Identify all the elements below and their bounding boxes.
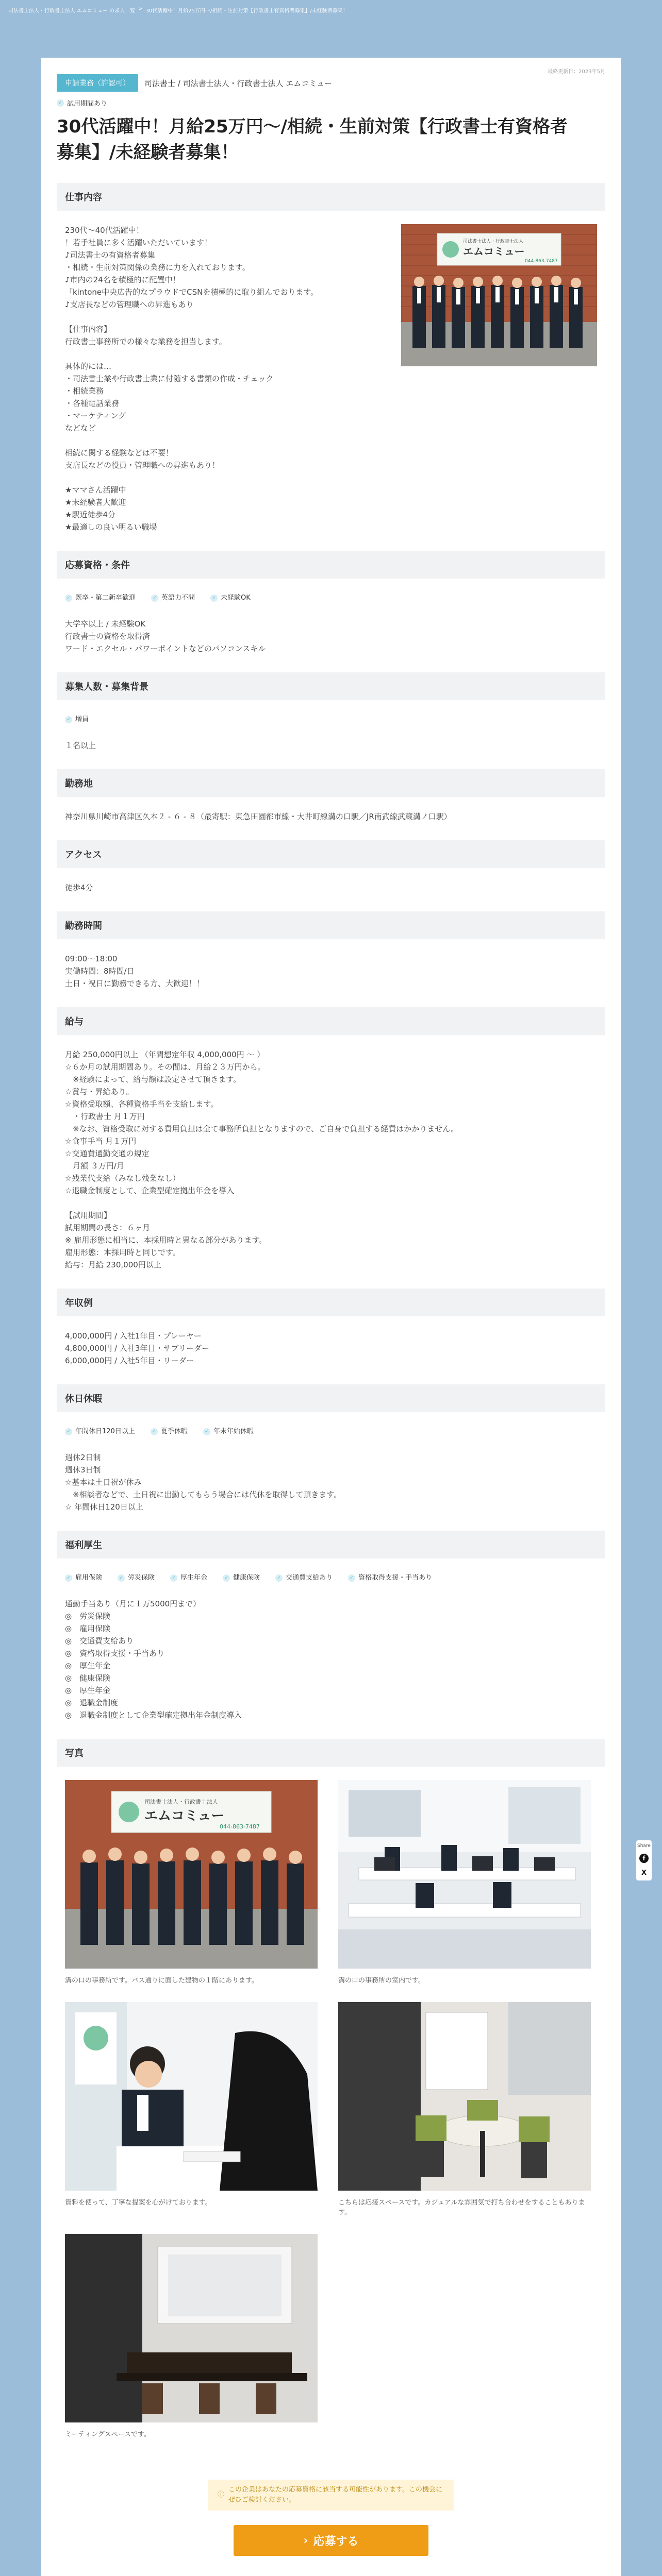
text-line: ※なお、資格受取に対する費用負担は全て事務所負担となりますので、ご自身で負担する経費はかかりません。 (65, 1124, 459, 1133)
photo-gallery (57, 1767, 605, 2438)
text-line: ★最適しの良い明るい職場 (65, 522, 157, 532)
feature-tag (65, 592, 136, 604)
feature-tag-label: 年間休日120日以上 (75, 1428, 135, 1435)
text-line: 行政書士の資格を取得済 (65, 632, 151, 641)
eligibility-notice-text: この企業はあなたの応募資格に該当する可能性があります。この機会にぜひご検討ください。 (228, 2486, 442, 2504)
text-line: などなど (65, 423, 96, 433)
check-icon: ✓ (203, 1428, 210, 1435)
text-line: 支店長などの役員・管理職への昇進もあり！ (65, 461, 220, 470)
text-line: 実働時間：8時間/日 (65, 967, 135, 976)
section-hours-heading: 勤務時間 (57, 911, 605, 939)
text-line: ◎ 労災保険 (65, 1612, 111, 1621)
section-salary-heading: 給与 (57, 1007, 605, 1035)
requirement-lines (65, 618, 597, 655)
feature-tag (151, 592, 195, 604)
text-line: 月給 250,000円以上 （年間想定年収 4,000,000円 〜 ） (65, 1050, 265, 1059)
text-line: 給与：月給 230,000円以上 (65, 1260, 161, 1269)
share-widget (636, 1840, 652, 1880)
text-line: ◎ 雇用保険 (65, 1624, 111, 1633)
text-line: ◎ 退職金制度として企業型確定拠出年金制度導入 (65, 1710, 242, 1720)
text-line: １名以上 (65, 741, 96, 750)
arrow-right-icon: › (303, 2534, 308, 2547)
company-line[interactable]: 司法書士 / 司法書士法人・行政書士法人 エムコミュー (144, 78, 333, 88)
text-line: ◎ 健康保険 (65, 1673, 111, 1683)
section-requirements-heading: 応募資格・条件 (57, 551, 605, 579)
text-line (65, 1197, 597, 1209)
text-line: ★駅近徒歩4分 (65, 510, 115, 519)
svg-text:エムコミュー: エムコミュー (144, 1808, 225, 1824)
svg-text:司法書士法人・行政書士法人: 司法書士法人・行政書士法人 (463, 239, 524, 244)
feature-tag (210, 592, 251, 604)
text-line: 試用期間の長さ：６ヶ月 (65, 1223, 151, 1232)
text-line: ★ママさん活躍中 (65, 485, 126, 495)
feature-tag-label: 健康保険 (233, 1574, 260, 1582)
text-line: ☆ 年間休日120日以上 (65, 1502, 143, 1512)
check-icon: ✓ (170, 1574, 177, 1582)
section-holidays (57, 1412, 605, 1513)
text-line: ・司法書士業や行政書士業に付随する書類の作成・チェック (65, 374, 274, 383)
text-line: ※相談者などで、土日祝に出勤してもらう場合には代休を取得して頂きます。 (65, 1490, 342, 1499)
text-line: 雇用形態：本採用時と同じです。 (65, 1248, 180, 1257)
photo-caption: ミーティングスペースです。 (65, 2431, 151, 2438)
text-line: ♪市内の24名を積極的に配置中！ (65, 275, 180, 284)
text-line: 大学卒以上 / 未経験OK (65, 619, 146, 629)
breadcrumb-company-link[interactable]: 司法書士法人・行政書士法人 エムコミュー の求人一覧 (8, 8, 136, 14)
text-line: 神奈川県川崎市高津区久本２ - ６ - ８（最寄駅：東急田園都市線・大井町線溝の口駅／JR南武線武蔵溝ノ口駅） (65, 812, 452, 821)
check-icon: ✓ (65, 1428, 72, 1435)
feature-tag (348, 1572, 432, 1584)
section-openings (57, 700, 605, 752)
holiday-lines (65, 1451, 597, 1513)
text-line: 相続に関する経験などは不要！ (65, 448, 174, 457)
feature-tag-label: 労災保険 (128, 1574, 155, 1582)
text-line: ◎ 資格取得支援・手当あり (65, 1649, 165, 1658)
breadcrumb (8, 6, 654, 14)
facebook-icon[interactable]: f (639, 1854, 649, 1863)
photo-item[interactable] (338, 1780, 591, 1985)
photo-reception-space (338, 2002, 591, 2191)
text-line: ・相続業務 (65, 386, 104, 396)
text-line: ◎ 厚生年金 (65, 1661, 111, 1670)
text-line: ・各種電話業務 (65, 399, 120, 408)
employment-type-label: 試用期間あり (67, 100, 108, 108)
text-line: ・相続・生前対策関係の業務に力を入れております。 (65, 263, 250, 272)
text-line: ・マーケティング (65, 411, 126, 420)
section-photos-heading: 写真 (57, 1739, 605, 1767)
photo-meeting-space (65, 2234, 318, 2422)
text-line: ☆交通費通勤交通の規定 (65, 1149, 150, 1158)
svg-text:044-863-7487: 044-863-7487 (220, 1823, 260, 1830)
text-line: 月額 ３万円/月 (65, 1161, 124, 1171)
x-twitter-icon[interactable]: X (641, 1869, 647, 1877)
text-line: ◎ 厚生年金 (65, 1686, 111, 1695)
feature-tag (170, 1572, 207, 1584)
top-bar (0, 0, 662, 20)
check-icon: ✓ (348, 1574, 355, 1582)
check-icon: ✓ (65, 716, 72, 723)
share-label: Share (637, 1843, 651, 1849)
photo-item[interactable] (65, 2002, 318, 2216)
feature-tag (65, 1572, 102, 1584)
check-icon: ✓ (223, 1574, 230, 1582)
feature-tag-label: 年末年始休暇 (213, 1428, 254, 1435)
text-line: ☆資格受取額、各種資格手当を支給します。 (65, 1099, 219, 1109)
section-access (57, 868, 605, 894)
text-line (65, 434, 597, 447)
section-benefits-heading: 福利厚生 (57, 1531, 605, 1558)
text-line: 4,800,000円 / 入社3年目・サブリーダー (65, 1344, 209, 1353)
photo-building-exterior (65, 1780, 318, 1969)
feature-tag (65, 714, 89, 726)
apply-button[interactable] (234, 2525, 428, 2556)
text-line: 4,000,000円 / 入社1年目・プレーヤー (65, 1331, 202, 1341)
check-icon: ✓ (151, 1428, 158, 1435)
photo-caption: 溝の口の事務所の室内です。 (338, 1977, 425, 1985)
text-line (65, 471, 597, 484)
svg-text:司法書士法人・行政書士法人: 司法書士法人・行政書士法人 (144, 1799, 218, 1805)
text-line: ！若手社員に多く活躍いただいています！ (65, 238, 212, 247)
text-line: ★未経験者大歓迎 (65, 498, 126, 507)
benefit-lines (65, 1598, 597, 1721)
text-line: 6,000,000円 / 入社5年目・リーダー (65, 1356, 194, 1365)
category-badge: 申請業務（許認可） (57, 74, 138, 92)
feature-tag (223, 1572, 260, 1584)
openings-tags (65, 714, 597, 726)
text-line: ワード・エクセル・パワーポイントなどのパソコンスキル (65, 644, 266, 653)
requirement-tags (65, 592, 597, 604)
svg-text:エムコミュー: エムコミュー (463, 245, 525, 258)
job-detail-card (41, 58, 621, 2576)
text-line: 【仕事内容】 (65, 325, 112, 334)
text-line: ☆残業代支給（みなし残業なし） (65, 1174, 180, 1183)
text-line: 【試用期間】 (65, 1211, 112, 1220)
job-title: 30代活躍中！月給25万円〜/相続・生前対策【行政書士有資格者募集】/未経験者募集！ (57, 116, 568, 163)
benefit-tags (65, 1572, 597, 1584)
text-line: ♪支店長などの管理職への昇進もあり (65, 300, 194, 309)
check-icon: ✓ (118, 1574, 125, 1582)
text-line: ◎ 退職金制度 (65, 1698, 119, 1707)
check-icon: ✓ (210, 595, 218, 602)
text-line: 行政書士事務所での様々な業務を担当します。 (65, 337, 227, 346)
photo-caption: こちらは応接スペースです。カジュアルな雰囲気で打ち合わせをすることもあります。 (338, 2199, 585, 2216)
photo-item[interactable] (338, 2002, 591, 2216)
text-line: ☆退職金制度として、企業型確定拠出年金を導入 (65, 1186, 235, 1195)
section-hours (57, 939, 605, 990)
text-line: ※経験によって、給与額は設定させて頂きます。 (65, 1075, 241, 1084)
feature-tag (118, 1572, 155, 1584)
openings-lines (65, 739, 597, 752)
holiday-tags (65, 1426, 597, 1438)
eligibility-notice (208, 2480, 454, 2511)
feature-tag (275, 1572, 333, 1584)
breadcrumb-current: 30代活躍中！月給25万円〜/相続・生前対策【行政書士有資格者募集】/未経験者募集！ (145, 8, 348, 14)
employment-type (57, 98, 605, 108)
text-line: ・行政書士 月１万円 (65, 1112, 145, 1121)
feature-tag (65, 1426, 135, 1438)
section-salary (57, 1035, 605, 1271)
text-line: 「kintone中央広告的なプラウドでCSNを積極的に取り組んでおります。 (65, 287, 319, 297)
feature-tag-label: 夏季休暇 (160, 1428, 188, 1435)
section-location (57, 797, 605, 823)
feature-tag-label: 未経験OK (221, 594, 251, 602)
section-location-heading: 勤務地 (57, 769, 605, 797)
office-photo-main (401, 224, 597, 366)
text-line: 週休2日制 (65, 1453, 101, 1462)
section-work-heading: 仕事内容 (57, 183, 605, 211)
feature-tag-label: 雇用保険 (75, 1574, 103, 1582)
section-access-heading: アクセス (57, 840, 605, 868)
check-icon: ✓ (65, 595, 72, 602)
feature-tag-label: 厚生年金 (180, 1574, 208, 1582)
text-line: 具体的には… (65, 362, 112, 371)
text-line: 徒歩4分 (65, 883, 93, 892)
text-line: 通勤手当あり（月に１万5000円まで） (65, 1599, 201, 1608)
photo-office-interior (338, 1780, 591, 1969)
photo-caption: 溝の口の事務所です。バス通りに面した建物の１階にあります。 (65, 1977, 258, 1985)
section-requirements (57, 579, 605, 655)
apply-button-label: 応募する (313, 2535, 359, 2548)
photo-consultation (65, 2002, 318, 2191)
text-line: ☆６か月の試用期間あり。その間は、月給２３万円から。 (65, 1062, 266, 1072)
feature-tag-label: 英語力不問 (161, 594, 195, 602)
section-work (57, 211, 605, 533)
text-line: ◎ 交通費支給あり (65, 1636, 134, 1646)
section-holidays-heading: 休日休暇 (57, 1384, 605, 1412)
breadcrumb-separator: > (138, 6, 143, 12)
text-line: 土日・祝日に勤務できる方、大歓迎！！ (65, 979, 205, 988)
feature-tag-label: 既卒・第二新卒歓迎 (75, 594, 136, 602)
check-icon: ✓ (65, 1574, 72, 1582)
text-line: 09:00〜18:00 (65, 954, 118, 963)
photo-caption: 資料を使って、丁寧な提案を心がけております。 (65, 2199, 212, 2207)
section-annual-heading: 年収例 (57, 1289, 605, 1316)
feature-tag-label: 資格取得支援・手当あり (358, 1574, 433, 1582)
updated-date: 最終更新日：2023年5月 (548, 69, 605, 75)
check-icon: ✓ (57, 99, 64, 107)
check-icon: ✓ (151, 595, 158, 602)
text-line: ☆賞与・昇給あり。 (65, 1087, 134, 1096)
text-line: ☆食事手当 月１万円 (65, 1137, 137, 1146)
section-annual-income (57, 1316, 605, 1367)
info-icon: ⓘ (218, 2491, 225, 2499)
feature-tag (151, 1426, 188, 1438)
text-line: 週休3日制 (65, 1465, 101, 1475)
section-openings-heading: 募集人数・募集背景 (57, 672, 605, 700)
feature-tag-label: 増員 (75, 716, 89, 723)
text-line: ☆基本は土日祝が休み (65, 1478, 142, 1487)
text-line: ♪司法書士の有資格者募集 (65, 250, 155, 260)
check-icon: ✓ (275, 1574, 283, 1582)
feature-tag (203, 1426, 254, 1438)
feature-tag-label: 交通費支給あり (286, 1574, 333, 1582)
text-line: ※ 雇用形態に相当に、本採用時と異なる部分があります。 (65, 1235, 267, 1245)
section-benefits (57, 1558, 605, 1721)
photo-item[interactable] (65, 2234, 318, 2438)
svg-text:044-863-7487: 044-863-7487 (525, 259, 558, 264)
photo-item[interactable] (65, 1780, 318, 1985)
text-line: 230代〜40代活躍中！ (65, 226, 144, 235)
